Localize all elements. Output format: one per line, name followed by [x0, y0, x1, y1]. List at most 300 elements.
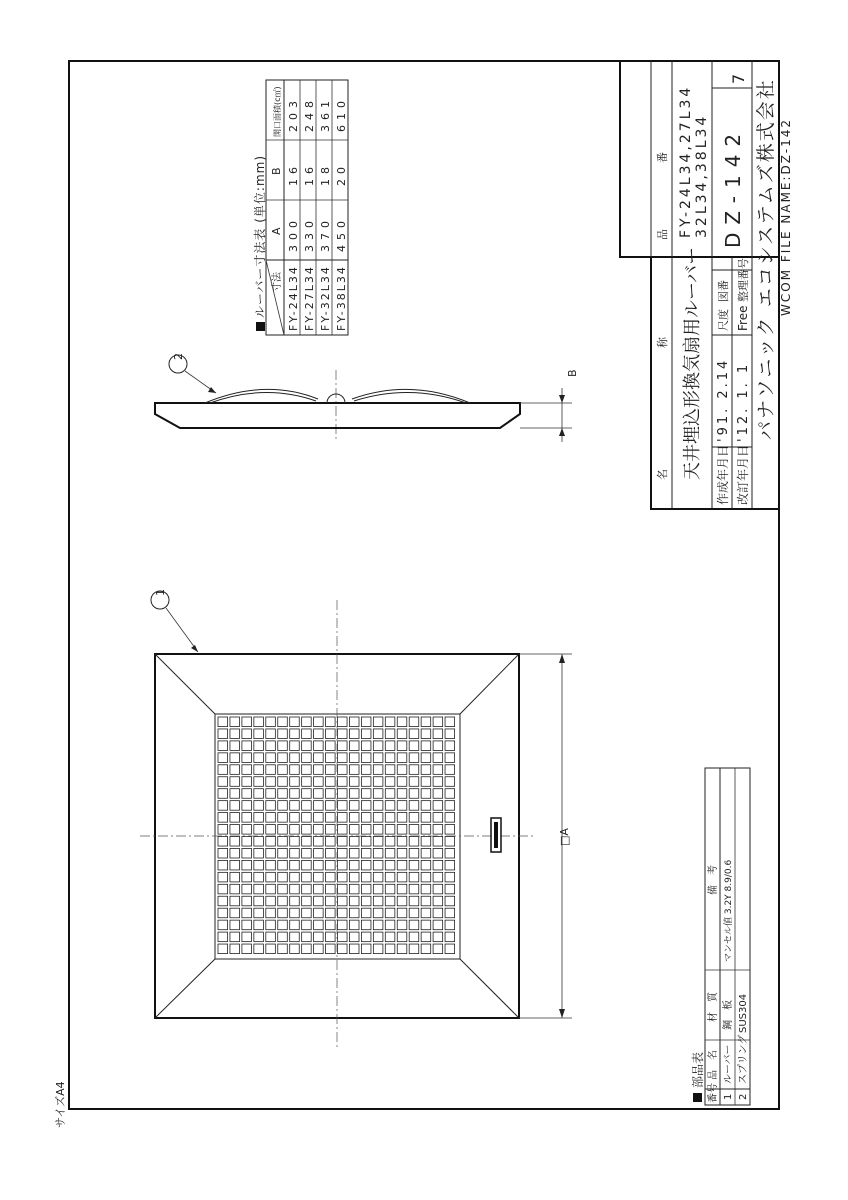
grille-cell	[302, 813, 312, 823]
grille-cell	[338, 729, 348, 739]
grille-cell	[409, 920, 419, 930]
grille-cell	[278, 717, 288, 727]
grille-cell	[314, 753, 324, 763]
grille-cell	[373, 717, 383, 727]
grille-cell	[433, 896, 443, 906]
grille-cell	[302, 753, 312, 763]
grille-cell	[385, 753, 395, 763]
grille-cell	[290, 777, 300, 787]
grille-cell	[338, 837, 348, 847]
grille-cell	[230, 777, 240, 787]
grille-cell	[421, 777, 431, 787]
grille-cell	[409, 848, 419, 858]
grille-cell	[338, 848, 348, 858]
grille-cell	[302, 717, 312, 727]
grille-cell	[218, 777, 228, 787]
dim-header-b: B	[270, 167, 283, 175]
grille-cell	[445, 860, 455, 870]
grille-cell	[397, 789, 407, 799]
grille-cell	[445, 789, 455, 799]
grille-cell	[349, 825, 359, 835]
grille-cell	[361, 896, 371, 906]
grille-cell	[242, 920, 252, 930]
grille-cell	[397, 920, 407, 930]
grille-cell	[385, 860, 395, 870]
grille-cell	[278, 848, 288, 858]
grille-cell	[349, 944, 359, 954]
grille-cell	[445, 801, 455, 811]
grille-cell	[326, 729, 336, 739]
grille-cell	[326, 801, 336, 811]
grille-cell	[278, 777, 288, 787]
grille-cell	[290, 944, 300, 954]
grille-cell	[338, 896, 348, 906]
grille-cell	[266, 896, 276, 906]
grille-cell	[397, 896, 407, 906]
grille-cell	[373, 753, 383, 763]
grille-cell	[373, 932, 383, 942]
dim-row-model: FY-27L34	[303, 265, 316, 331]
scale-value: Free	[736, 305, 750, 331]
model-numbers-line-1: FY-24L34,27L34	[678, 84, 694, 238]
grille-cell	[445, 837, 455, 847]
grille-cell	[385, 741, 395, 751]
grille-cell	[433, 789, 443, 799]
grille-cell	[421, 920, 431, 930]
grille-cell	[314, 908, 324, 918]
grille-cell	[302, 896, 312, 906]
grille-cell	[326, 777, 336, 787]
grille-cell	[338, 813, 348, 823]
grille-cell	[445, 944, 455, 954]
grille-cell	[242, 717, 252, 727]
grille-cell	[290, 789, 300, 799]
grille-cell	[302, 920, 312, 930]
grille-cell	[338, 932, 348, 942]
title-block-text	[655, 74, 793, 505]
grille-cell	[326, 872, 336, 882]
grille-cell	[278, 932, 288, 942]
company-name: パナソニック エコシステムズ株式会社	[755, 78, 777, 440]
grille-cell	[397, 753, 407, 763]
grille-cell	[326, 860, 336, 870]
grille-cell	[433, 932, 443, 942]
grille-cell	[314, 813, 324, 823]
grille-cell	[218, 837, 228, 847]
grille-cell	[433, 813, 443, 823]
grille-cell	[218, 729, 228, 739]
grille-cell	[445, 872, 455, 882]
grille-cell	[314, 777, 324, 787]
grille-cell	[445, 813, 455, 823]
grille-cell	[254, 896, 264, 906]
grille-cell	[230, 884, 240, 894]
grille-cell	[314, 837, 324, 847]
grille-cell	[361, 753, 371, 763]
grille-cell	[314, 729, 324, 739]
parts-row-no: 1	[723, 1093, 734, 1100]
grille-cell	[278, 884, 288, 894]
dim-row-area: 203	[287, 96, 300, 132]
grille-cell	[385, 777, 395, 787]
grille-cell	[445, 729, 455, 739]
grille-cell	[421, 837, 431, 847]
grille-cell	[338, 908, 348, 918]
grille-cell	[433, 777, 443, 787]
dim-row-model: FY-32L34	[319, 265, 332, 331]
dim-row-a: 300	[287, 216, 300, 252]
grille-cell	[254, 884, 264, 894]
grille-cell	[326, 765, 336, 775]
grille-cell	[230, 896, 240, 906]
grille-cell	[385, 729, 395, 739]
table-marker-icon	[256, 322, 265, 331]
side-view	[155, 353, 579, 442]
revised-label: 改訂年月日	[736, 444, 750, 505]
grille-cell	[361, 944, 371, 954]
grille-cell	[278, 860, 288, 870]
grille-cell	[230, 789, 240, 799]
created-label: 作成年月日	[716, 444, 730, 505]
grille-cell	[409, 729, 419, 739]
grille-cell	[254, 837, 264, 847]
grille-cell	[397, 908, 407, 918]
parts-row-no: 2	[738, 1093, 749, 1100]
grille-cell	[409, 789, 419, 799]
grille-cell	[254, 717, 264, 727]
grille-cell	[314, 717, 324, 727]
dimension-a-label: □A	[558, 828, 571, 846]
grille-cell	[242, 896, 252, 906]
dim-row-model: FY-38L34	[335, 265, 348, 331]
grille-cell	[218, 884, 228, 894]
grille-cell	[385, 920, 395, 930]
grille-cell	[242, 741, 252, 751]
grille-cell	[278, 729, 288, 739]
grille-cell	[409, 801, 419, 811]
grille-cell	[373, 789, 383, 799]
grille-cell	[421, 896, 431, 906]
grille-cell	[373, 872, 383, 882]
grille-cell	[349, 729, 359, 739]
grille-cell	[242, 777, 252, 787]
grille-cell	[445, 777, 455, 787]
parts-row-name: スプリング	[738, 1034, 749, 1084]
grille-cell	[278, 920, 288, 930]
grille-cell	[421, 801, 431, 811]
grille-cell	[433, 848, 443, 858]
grille-cell	[230, 813, 240, 823]
grille-cell	[373, 777, 383, 787]
grille-cell	[266, 920, 276, 930]
grille-cell	[314, 825, 324, 835]
grille-cell	[373, 908, 383, 918]
grille-cell	[421, 741, 431, 751]
grille-cell	[409, 908, 419, 918]
grille-cell	[338, 753, 348, 763]
grille-cell	[373, 765, 383, 775]
product-name: 天井埋込形換気扇用ルーバー	[682, 246, 703, 480]
grille-cell	[349, 789, 359, 799]
grille-cell	[302, 908, 312, 918]
dim-row-area: 361	[319, 96, 332, 132]
grille-cell	[230, 801, 240, 811]
grille-cell	[326, 932, 336, 942]
grille-cell	[433, 920, 443, 930]
grille-cell	[326, 837, 336, 847]
grille-cell	[326, 741, 336, 751]
grille-cell	[445, 717, 455, 727]
grille-cell	[361, 908, 371, 918]
grille-cell	[397, 777, 407, 787]
dim-row-b: 20	[335, 162, 348, 186]
grille-cell	[302, 860, 312, 870]
grille-cell	[218, 741, 228, 751]
grille-cell	[385, 837, 395, 847]
grille-cell	[433, 944, 443, 954]
grille-cell	[218, 825, 228, 835]
grille-cell	[433, 837, 443, 847]
grille-cell	[266, 837, 276, 847]
grille-cell	[218, 801, 228, 811]
grille-cell	[254, 813, 264, 823]
grille-cell	[409, 932, 419, 942]
grille-cell	[361, 729, 371, 739]
parts-row-material: SUS304	[738, 993, 749, 1033]
grille-cell	[242, 884, 252, 894]
grille-cell	[218, 789, 228, 799]
dim-row-a: 450	[335, 216, 348, 252]
grille-cell	[242, 753, 252, 763]
grille-cell	[421, 765, 431, 775]
grille-cell	[445, 908, 455, 918]
grille-cell	[385, 848, 395, 858]
parts-header-name: 品 名	[708, 1050, 719, 1080]
grille-cell	[349, 801, 359, 811]
grille-cell	[290, 932, 300, 942]
grille-cell	[409, 765, 419, 775]
grille-cell	[338, 860, 348, 870]
grille-cell	[349, 753, 359, 763]
grille-cell	[373, 860, 383, 870]
grille-cell	[349, 884, 359, 894]
grille-cell	[230, 908, 240, 918]
grille-cell	[421, 872, 431, 882]
grille-cell	[445, 825, 455, 835]
grille-cell	[218, 860, 228, 870]
grille-cell	[373, 944, 383, 954]
grille-cell	[433, 801, 443, 811]
name-header: 名 称	[656, 336, 669, 480]
grille-cell	[385, 765, 395, 775]
grille-cell	[266, 872, 276, 882]
grille-cell	[409, 777, 419, 787]
grille-cell	[278, 908, 288, 918]
grille-cell	[421, 753, 431, 763]
parts-header-no: 番号	[708, 1083, 719, 1103]
grille-cell	[409, 896, 419, 906]
grille-cell	[314, 789, 324, 799]
grille-cell	[433, 825, 443, 835]
grille-cell	[421, 848, 431, 858]
grille-cell	[385, 825, 395, 835]
grille-cell	[397, 717, 407, 727]
grille-cell	[230, 860, 240, 870]
grille-cell	[397, 944, 407, 954]
grille-cell	[230, 741, 240, 751]
created-date: '91. 2.14	[716, 357, 731, 442]
grille-cell	[385, 789, 395, 799]
grille-cell	[326, 825, 336, 835]
grille-cell	[302, 729, 312, 739]
grille-cell	[290, 920, 300, 930]
grille-cell	[373, 813, 383, 823]
grille-cell	[266, 765, 276, 775]
grille-cell	[278, 813, 288, 823]
grille-cell	[373, 825, 383, 835]
grille-cell	[254, 908, 264, 918]
model-numbers-line-2: 32L34,38L34	[694, 113, 710, 238]
grille-cell	[349, 717, 359, 727]
grille-cell	[433, 884, 443, 894]
grille-cell	[314, 884, 324, 894]
grille-cell	[361, 789, 371, 799]
grille-cell	[409, 753, 419, 763]
grille-cell	[445, 765, 455, 775]
grille-cell	[266, 825, 276, 835]
grille-cell	[290, 765, 300, 775]
grille-cell	[326, 789, 336, 799]
grille-cell	[242, 848, 252, 858]
grille-cell	[349, 860, 359, 870]
grille-cell	[409, 825, 419, 835]
grille-cell	[361, 848, 371, 858]
grille-cell	[433, 908, 443, 918]
grille-cell	[278, 765, 288, 775]
grille-cell	[338, 872, 348, 882]
sheet-size-label: サイズA4	[54, 1081, 67, 1128]
grille-cell	[385, 717, 395, 727]
grille-cell	[218, 908, 228, 918]
grille-cell	[326, 908, 336, 918]
grille-cell	[290, 753, 300, 763]
grille-cell	[242, 813, 252, 823]
dimension-table-title: ルーバー寸法表 (単位:mm)	[253, 154, 267, 318]
grille-cell	[314, 944, 324, 954]
grille-cell	[409, 860, 419, 870]
grille-cell	[314, 801, 324, 811]
parts-row-remarks: マンセル値 3.2Y 8.9/0.6	[724, 859, 734, 962]
grille-cell	[242, 944, 252, 954]
grille-cell	[433, 765, 443, 775]
grille-cell	[338, 741, 348, 751]
drawing-number: DZ-142	[721, 125, 745, 248]
grille-cell	[445, 753, 455, 763]
grille-cell	[278, 837, 288, 847]
grille-cell	[290, 896, 300, 906]
grille-cell	[290, 741, 300, 751]
grille-cell	[278, 825, 288, 835]
grille-cell	[421, 825, 431, 835]
grille-cell	[266, 741, 276, 751]
grille-cell	[290, 848, 300, 858]
grille-cell	[349, 741, 359, 751]
dim-row-model: FY-24L34	[287, 265, 300, 331]
grille-cell	[373, 920, 383, 930]
parts-row-name: ルーバー	[723, 1044, 734, 1084]
grille-cell	[373, 837, 383, 847]
grille-cell	[314, 896, 324, 906]
grille-cell	[218, 932, 228, 942]
grille-cell	[326, 717, 336, 727]
grille-cell	[266, 944, 276, 954]
grille-cell	[254, 801, 264, 811]
grille-cell	[302, 884, 312, 894]
grille-cell	[254, 860, 264, 870]
grille-cell	[361, 825, 371, 835]
grille-cell	[385, 896, 395, 906]
grille-cell	[266, 884, 276, 894]
grille-cell	[361, 837, 371, 847]
grille-cell	[361, 884, 371, 894]
drawing-label: 図番	[717, 280, 730, 302]
grille-cell	[326, 813, 336, 823]
grille-cell	[242, 872, 252, 882]
grille-cell	[397, 884, 407, 894]
dimension-b-label: B	[566, 369, 579, 377]
file-name: WCOM FILE NAME:DZ-142	[779, 117, 793, 316]
grille-cell	[266, 908, 276, 918]
parts-header-remarks: 備 考	[708, 865, 719, 895]
grille-cell	[433, 741, 443, 751]
dim-row-b: 16	[287, 162, 300, 186]
grille-cell	[338, 920, 348, 930]
grille-cell	[338, 825, 348, 835]
grille-cell	[361, 801, 371, 811]
grille-cell	[290, 801, 300, 811]
grille-cell	[361, 717, 371, 727]
grille-cell	[445, 848, 455, 858]
dim-header-a: A	[270, 227, 283, 235]
grille-cell	[254, 920, 264, 930]
grille-cell	[266, 801, 276, 811]
grille-cell	[278, 872, 288, 882]
grille-cell	[445, 884, 455, 894]
grille-cell	[290, 860, 300, 870]
grille-cell	[421, 944, 431, 954]
grille-cell	[254, 741, 264, 751]
grille-cell	[242, 908, 252, 918]
grille-cell	[314, 860, 324, 870]
grille-cell	[385, 944, 395, 954]
revised-date: '12. 1. 1	[736, 361, 751, 442]
grille-cell	[266, 813, 276, 823]
grille-cell	[218, 753, 228, 763]
grille-cell	[409, 813, 419, 823]
grille-cell	[254, 944, 264, 954]
grille-cell	[254, 789, 264, 799]
grille-cell	[278, 896, 288, 906]
grille-cell	[397, 848, 407, 858]
louver-grille	[218, 717, 455, 954]
grille-cell	[421, 908, 431, 918]
grille-cell	[266, 789, 276, 799]
grille-cell	[326, 884, 336, 894]
grille-cell	[433, 872, 443, 882]
grille-cell	[397, 932, 407, 942]
grille-cell	[302, 837, 312, 847]
grille-cell	[385, 801, 395, 811]
